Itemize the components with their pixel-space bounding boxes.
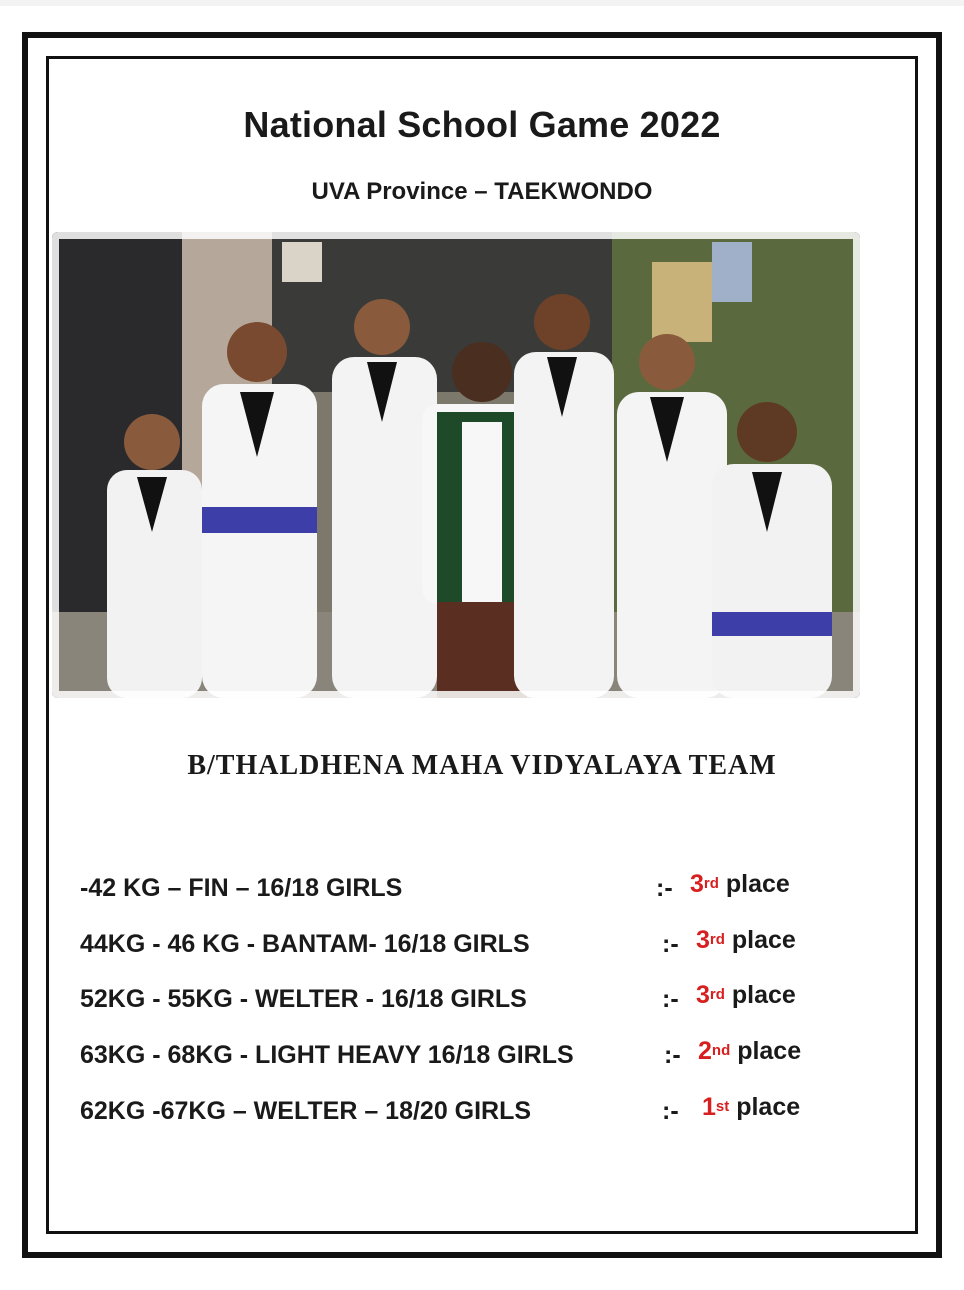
place-word: place xyxy=(737,1037,802,1065)
rank-suffix: st xyxy=(715,1098,730,1115)
result-place xyxy=(696,981,796,1010)
result-row-1 xyxy=(80,868,800,908)
rank-suffix: nd xyxy=(711,1042,731,1059)
result-separator: :- xyxy=(664,1041,681,1069)
result-place xyxy=(690,870,790,899)
result-separator: :- xyxy=(662,1097,679,1125)
result-separator: :- xyxy=(656,874,673,902)
team-photo-illustration xyxy=(52,232,860,698)
result-place xyxy=(696,926,796,955)
result-row-3 xyxy=(80,979,800,1019)
result-row-5 xyxy=(80,1091,800,1131)
poster-title: National School Game 2022 xyxy=(243,104,721,145)
student-3 xyxy=(332,299,437,698)
rank-number: 3 xyxy=(696,981,710,1009)
rank-number: 3 xyxy=(696,926,710,954)
place-word: place xyxy=(731,926,796,954)
result-category: 52KG - 55KG - WELTER - 16/18 GIRLS xyxy=(80,985,527,1013)
place-word: place xyxy=(736,1093,801,1121)
team-name: B/THALDHENA MAHA VIDYALAYA TEAM xyxy=(187,750,777,781)
poster-subtitle: UVA Province – TAEKWONDO xyxy=(311,178,653,205)
result-separator: :- xyxy=(662,985,679,1013)
poster-sheet xyxy=(0,6,964,1290)
rank-suffix: rd xyxy=(709,986,725,1003)
rank-number: 3 xyxy=(690,870,704,898)
team-photo xyxy=(52,232,860,698)
result-place xyxy=(698,1037,801,1066)
rank-number: 1 xyxy=(702,1093,716,1121)
result-category: -42 KG – FIN – 16/18 GIRLS xyxy=(80,874,403,902)
place-word: place xyxy=(725,870,790,898)
result-category: 62KG -67KG – WELTER – 18/20 GIRLS xyxy=(80,1097,532,1125)
result-category: 44KG - 46 KG - BANTAM- 16/18 GIRLS xyxy=(80,930,530,958)
rank-suffix: rd xyxy=(709,931,725,948)
result-separator: :- xyxy=(662,930,679,958)
student-4 xyxy=(514,294,614,698)
rank-number: 2 xyxy=(698,1037,712,1065)
rank-suffix: rd xyxy=(703,875,719,892)
result-row-4 xyxy=(80,1035,800,1075)
place-word: place xyxy=(731,981,796,1009)
result-row-2 xyxy=(80,924,800,964)
result-place xyxy=(702,1093,800,1122)
result-category: 63KG - 68KG - LIGHT HEAVY 16/18 GIRLS xyxy=(80,1041,574,1069)
